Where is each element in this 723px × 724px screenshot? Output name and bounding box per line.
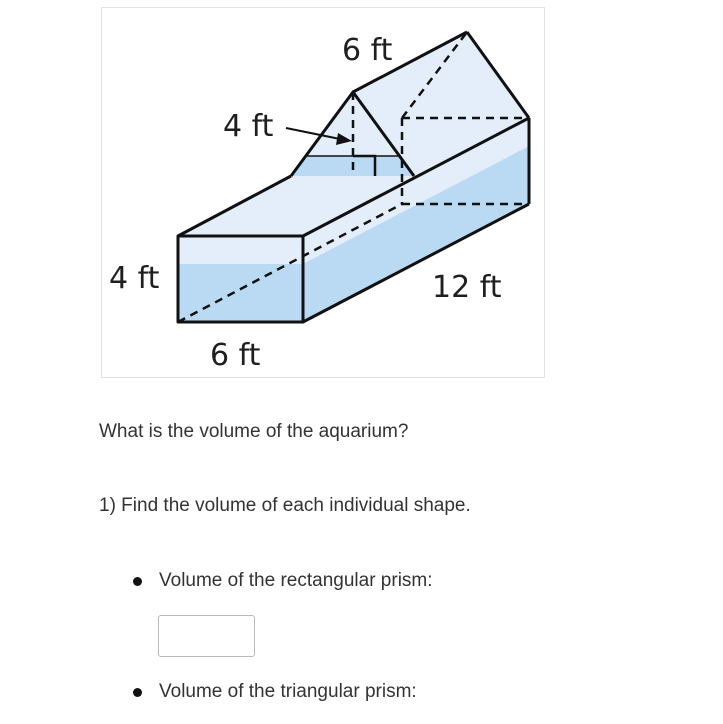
label-box-length: 12 ft: [432, 270, 502, 305]
bullet-dot-icon: [133, 577, 142, 586]
bullet-label: Volume of the triangular prism:: [159, 681, 417, 702]
label-box-width: 6 ft: [210, 338, 261, 373]
label-top-length: 6 ft: [342, 33, 393, 68]
bullet-rectangular-prism: [133, 570, 433, 592]
bullet-label: Volume of the rectangular prism:: [159, 570, 433, 591]
step-1-text: 1) Find the volume of each individual shape.: [99, 495, 471, 516]
bullet-dot-icon: [133, 688, 142, 697]
bullet-triangular-prism: [133, 681, 417, 703]
label-triangle-height: 4 ft: [223, 109, 274, 144]
label-box-height: 4 ft: [109, 261, 160, 296]
aquarium-diagram: [102, 8, 546, 379]
question-text: What is the volume of the aquarium?: [99, 421, 409, 442]
aquarium-figure: [101, 7, 545, 378]
rectangular-prism-answer-input[interactable]: [158, 615, 255, 657]
